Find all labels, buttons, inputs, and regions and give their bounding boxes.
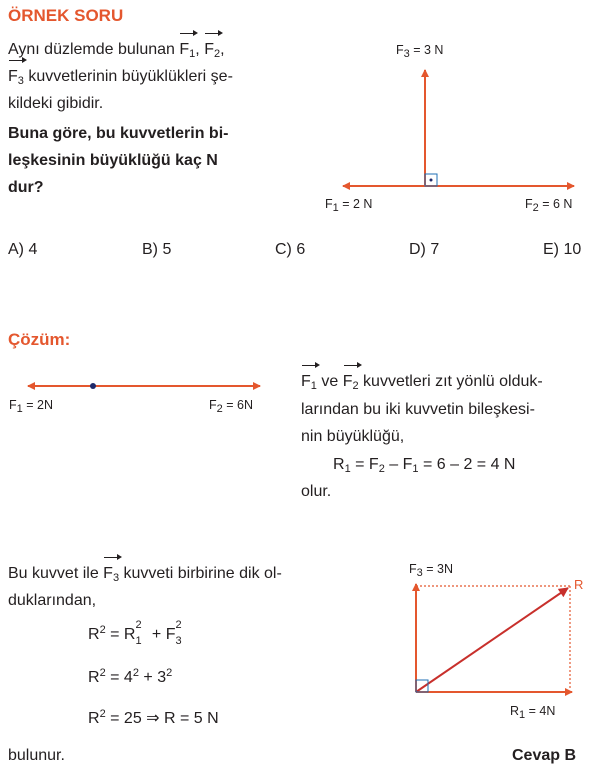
vector-f1: $F_1$ [179,36,195,63]
question-line-1: Aynı düzlemde bulunan [8,41,175,58]
equation-3: $R^2 = 25$ ⇒ R = 5 N [88,708,219,727]
question-line-2: kuvvetlerinin büyüklükleri şe- [28,68,233,85]
fig-f1-label: $F_1 = 2$ N [325,197,373,214]
sol2-line-2: duklarından, [8,592,97,609]
sol2-resultant-arrow [416,588,568,692]
equation-1: $R^2 = R$ 2 1 + F 2 3 [88,619,182,647]
question-text: Aynı düzlemde bulunan $F_1$, $F_2$, $F_3$ kuvvetlerinin büyüklükleri şe- kildeki gibidir. Buna göre, bu kuvvetlerin bi- leşkesinin büyüklüğü kaç N dur? [8,36,298,201]
right-angle-dot [430,179,433,182]
ask-line-2: leşkesinin büyüklüğü kaç N [8,152,218,169]
choice-d: D) 7 [409,241,440,258]
sol2-r-label: R [574,577,584,592]
sol-line-5: olur. [301,483,332,500]
equation-2: $R^2 = 4^2 + 3^2$ [88,667,173,686]
ask-line-3: dur? [8,179,44,196]
sol-line-3: nin büyüklüğü, [301,428,405,445]
sol-f1-label: $F_1 = 2N$ [9,398,53,415]
choice-b: B) 5 [142,241,172,258]
vector-f2: $F_2$ [204,36,220,63]
choice-a: A) 4 [8,241,38,258]
fig-f2-label: $F_2 = 6$ N [525,197,573,214]
fig-f3-label: $F_3 = 3$ N [396,43,444,60]
sol-vector-f2: $F_2$ [343,368,359,396]
sol-origin-dot [90,383,96,389]
solution-title: Çözüm: [8,330,71,349]
sol2-f3-label: $F_3 = 3N$ [409,562,453,579]
sol-vector-f1: $F_1$ [301,368,317,396]
resultant-r1-equation: $R_1 = F_2 - F_1 = 6 - 2 = 4$ N [333,455,516,475]
answer-label: Cevap B [512,747,577,764]
example-title: ÖRNEK SORU [8,6,124,25]
sol-vector-f3: $F_3$ [103,560,119,587]
sol-line-2: larından bu iki kuvvetin bileşkesi- [301,400,535,418]
sol2-r1-label: $R_1 = 4N$ [510,704,556,721]
question-line-3: kildeki gibidir. [8,95,104,112]
choice-e: E) 10 [543,241,582,258]
solution-text-2: Bu kuvvet ile $F_3$ kuvveti birbirine dik ol- duklarından, [8,560,368,614]
closing-text: bulunur. [8,747,65,764]
choice-c: C) 6 [275,241,306,258]
sol-f2-label: $F_2 = 6N$ [209,398,253,415]
solution-text-1: $F_1$ ve $F_2$ kuvvetleri zıt yönlü olduk- larından bu iki kuvvetin bileşkesi- nin büyüklüğü, $R_1 = F_2 - F_1 = 6 - 2 = 4$ N olur. [301,368,591,506]
vector-f3: $F_3$ [8,63,24,90]
ask-line-1: Buna göre, bu kuvvetlerin bi- [8,125,229,142]
